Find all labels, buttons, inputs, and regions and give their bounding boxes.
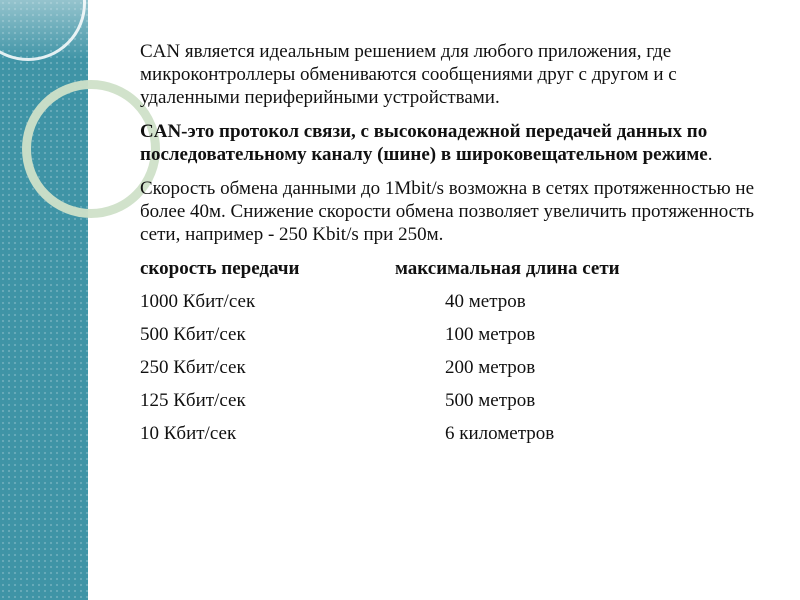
cell-speed: 250 Кбит/сек — [140, 357, 246, 378]
speed-length-table — [140, 257, 780, 455]
cell-length: 100 метров — [445, 324, 536, 345]
cell-length: 40 метров — [445, 291, 526, 312]
paragraph-can-definition — [140, 120, 780, 166]
cell-speed: 125 Кбит/сек — [140, 390, 246, 411]
table-row — [140, 290, 780, 323]
can-definition-end: . — [707, 144, 713, 165]
can-definition-bold: CAN-это протокол связи, с высоконадежной передачей данных по последовательному каналу (шине) в широковещательном режиме — [140, 121, 708, 165]
paragraph-can-intro: CAN является идеальным решением для любого приложения, где микроконтроллеры обмениваются сообщениями друг с другом и с удаленными периферийными устройствами. — [140, 41, 677, 108]
table-row — [140, 422, 780, 455]
table-header-row — [140, 257, 780, 290]
table-row — [140, 356, 780, 389]
header-speed: скорость передачи — [140, 258, 300, 279]
cell-length: 6 километров — [445, 423, 555, 444]
cell-speed: 500 Кбит/сек — [140, 324, 246, 345]
cell-speed: 1000 Кбит/сек — [140, 291, 256, 312]
cell-speed: 10 Кбит/сек — [140, 423, 237, 444]
table-row — [140, 389, 780, 422]
paragraph-can-speed: Скорость обмена данными до 1Mbit/s возможна в сетях протяженностью не более 40м. Снижение скорости обмена позволяет увеличить протяженность сети, например - 250 Kbit/s при 250м. — [140, 178, 755, 245]
header-length: максимальная длина сети — [395, 258, 620, 279]
slide-content — [140, 40, 780, 455]
cell-length: 500 метров — [445, 390, 536, 411]
table-row — [140, 323, 780, 356]
cell-length: 200 метров — [445, 357, 536, 378]
